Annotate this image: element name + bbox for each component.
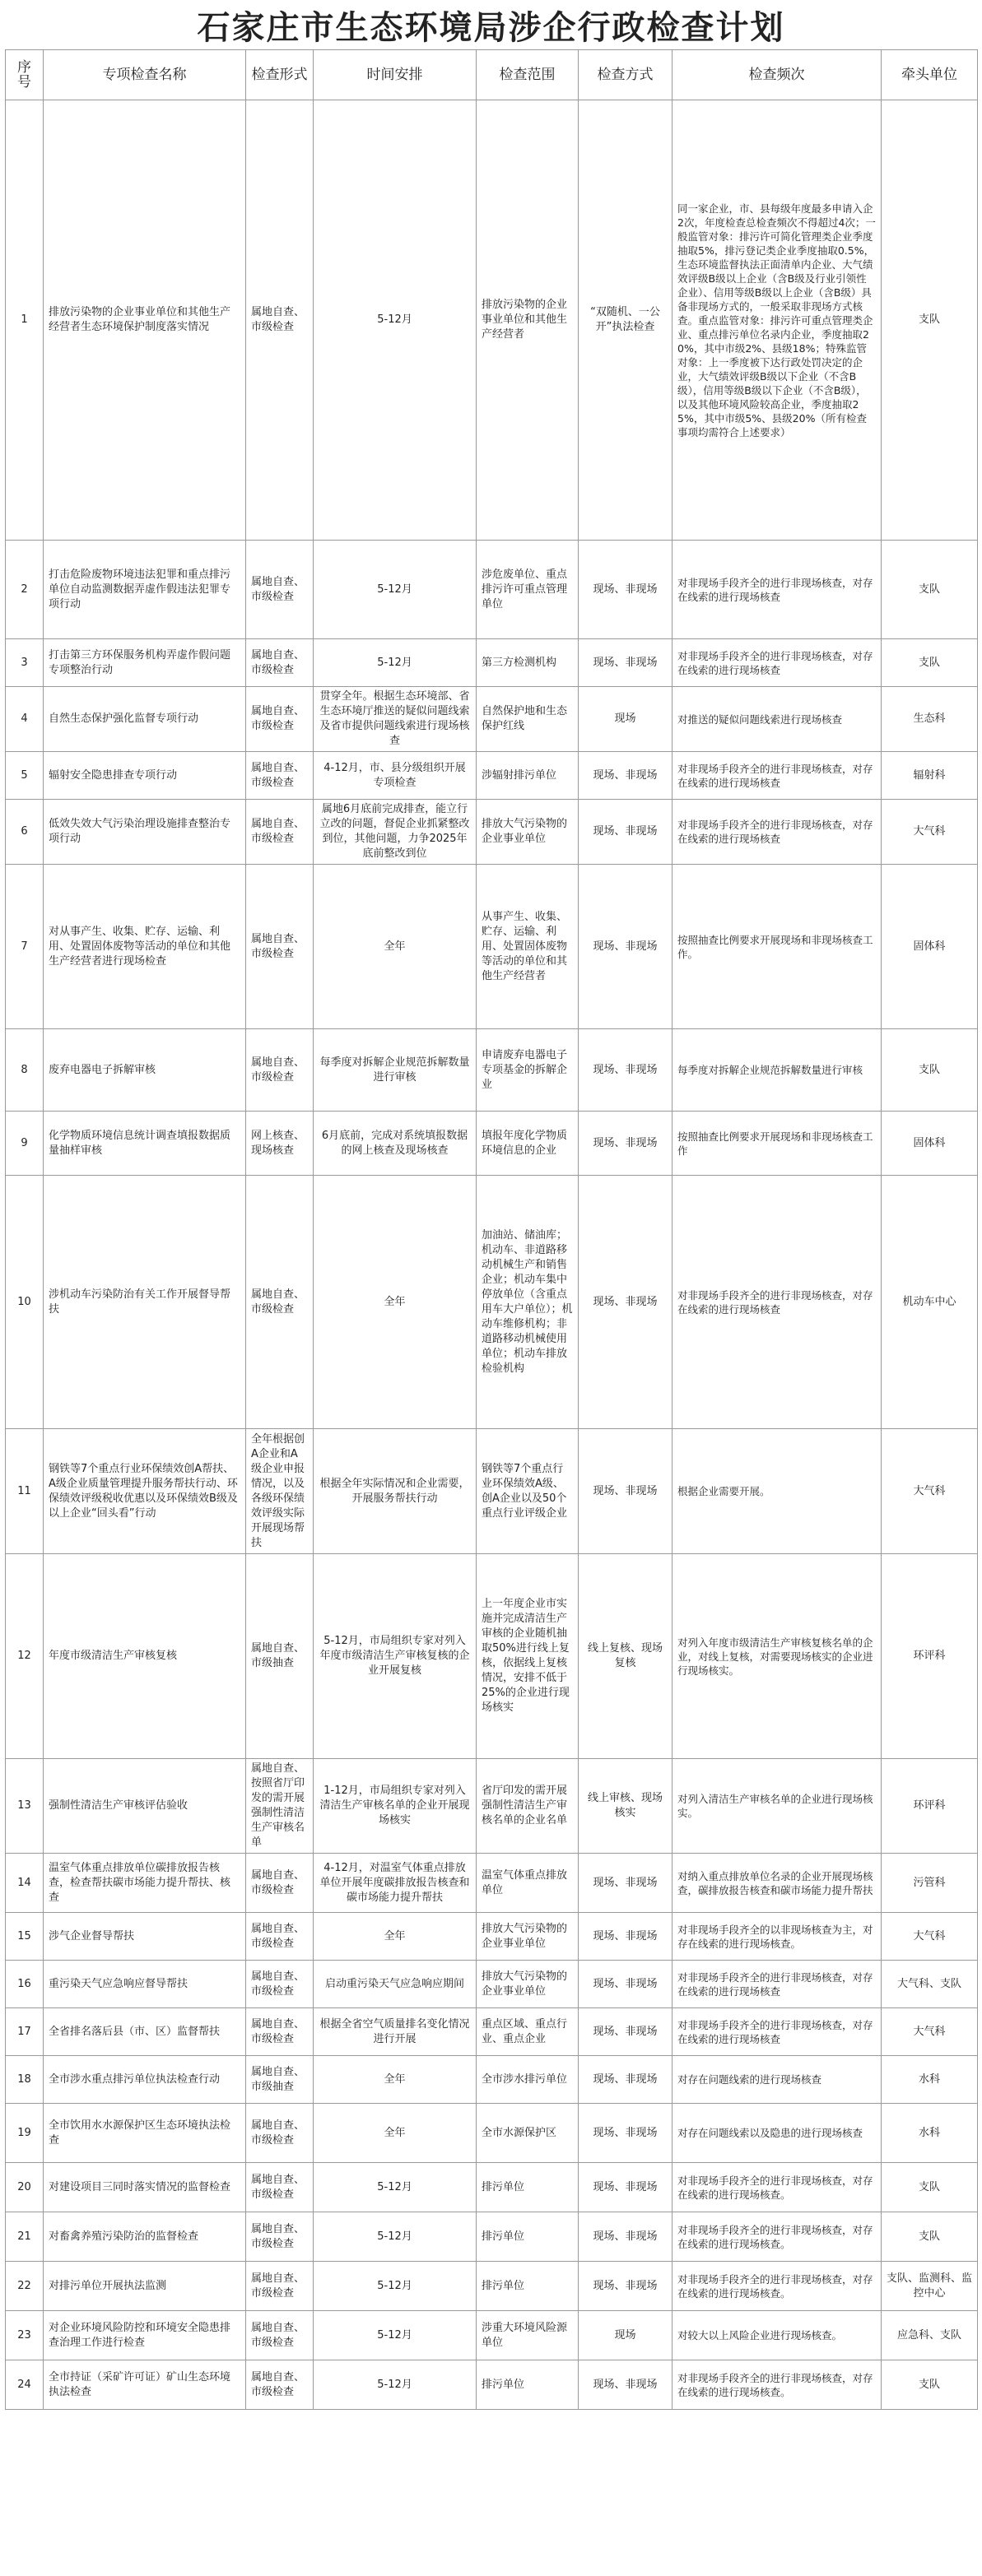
cell-inspection-form: 属地自查、市级检查 [246,2360,314,2410]
cell-time-schedule: 启动重污染天气应急响应期间 [314,1961,477,2008]
cell-no: 10 [6,1176,44,1429]
cell-inspection-frequency: 对推送的疑似问题线索进行现场核查 [673,687,882,752]
cell-inspection-name: 打击危险废物环境违法犯罪和重点排污单位自动监测数据弄虚作假违法犯罪专项行动 [44,541,246,639]
table-row [6,1176,978,1429]
cell-inspection-method: 现场、非现场 [579,2212,673,2262]
cell-inspection-form: 属地自查、市级检查 [246,2262,314,2311]
cell-time-schedule: 全年 [314,1176,477,1429]
cell-lead-unit: 污管科 [882,1854,978,1913]
cell-no: 3 [6,639,44,687]
cell-inspection-frequency: 对较大以上风险企业进行现场核查。 [673,2311,882,2360]
table-header-row [6,50,978,100]
cell-no: 11 [6,1429,44,1554]
table-row [6,2104,978,2163]
cell-no: 6 [6,800,44,865]
cell-lead-unit: 机动车中心 [882,1176,978,1429]
cell-lead-unit: 支队 [882,541,978,639]
table-row [6,752,978,800]
cell-inspection-method: 现场、非现场 [579,1913,673,1961]
cell-time-schedule: 根据全省空气质量排名变化情况进行开展 [314,2008,477,2056]
cell-inspection-form: 属地自查、市级检查 [246,752,314,800]
cell-time-schedule: 5-12月 [314,2212,477,2262]
cell-no: 4 [6,687,44,752]
cell-inspection-frequency: 对列入年度市级清洁生产审核复核名单的企业，对线上复核，对需要现场核实的企业进行现场核实。 [673,1554,882,1759]
cell-inspection-scope: 排污单位 [477,2163,579,2212]
cell-inspection-method: 现场、非现场 [579,1854,673,1913]
cell-lead-unit: 水科 [882,2056,978,2104]
cell-inspection-name: 辐射安全隐患排查专项行动 [44,752,246,800]
cell-time-schedule: 5-12月 [314,2262,477,2311]
cell-inspection-frequency: 对非现场手段齐全的进行非现场核查，对存在线索的进行现场核查 [673,541,882,639]
cell-inspection-frequency: 对非现场手段齐全的进行非现场核查，对存在线索的进行现场核查。 [673,2262,882,2311]
cell-lead-unit: 生态科 [882,687,978,752]
cell-inspection-name: 涉机动车污染防治有关工作开展督导帮扶 [44,1176,246,1429]
cell-time-schedule: 5-12月 [314,541,477,639]
cell-inspection-frequency: 对存在问题线索的进行现场核查 [673,2056,882,2104]
cell-inspection-frequency: 按照抽查比例要求开展现场和非现场核查工作。 [673,865,882,1029]
cell-time-schedule: 根据全年实际情况和企业需要，开展服务帮扶行动 [314,1429,477,1554]
cell-inspection-form: 属地自查、市级抽查 [246,1554,314,1759]
cell-inspection-form: 属地自查、市级检查 [246,1029,314,1112]
cell-no: 16 [6,1961,44,2008]
cell-inspection-scope: 自然保护地和生态保护红线 [477,687,579,752]
cell-inspection-frequency: 根据企业需要开展。 [673,1429,882,1554]
cell-inspection-name: 温室气体重点排放单位碳排放报告核查，检查帮扶碳市场能力提升帮扶、核查 [44,1854,246,1913]
table-row [6,800,978,865]
cell-inspection-method: 现场、非现场 [579,752,673,800]
cell-inspection-frequency: 对非现场手段齐全的进行非现场核查，对存在线索的进行现场核查。 [673,2163,882,2212]
cell-no: 12 [6,1554,44,1759]
cell-inspection-form: 属地自查、市级检查 [246,1854,314,1913]
cell-inspection-name: 自然生态保护强化监督专项行动 [44,687,246,752]
table-row [6,865,978,1029]
document-title: 石家庄市生态环境局涉企行政检查计划 [197,7,785,47]
column-header-lead: 牵头单位 [882,50,978,100]
cell-no: 19 [6,2104,44,2163]
cell-inspection-method: 现场、非现场 [579,1961,673,2008]
cell-time-schedule: 5-12月，市局组织专家对列入年度市级清洁生产审核复核的企业开展复核 [314,1554,477,1759]
cell-inspection-scope: 涉辐射排污单位 [477,752,579,800]
cell-inspection-form: 属地自查、市级抽查 [246,2056,314,2104]
cell-inspection-form: 属地自查、市级检查 [246,687,314,752]
inspection-plan-table [5,49,978,2410]
cell-inspection-method: 现场、非现场 [579,2360,673,2410]
column-header-no: 序号 [6,50,44,100]
cell-no: 20 [6,2163,44,2212]
cell-inspection-form: 属地自查、按照省厅印发的需开展强制性清洁生产审核名单 [246,1759,314,1854]
cell-inspection-form: 属地自查、市级检查 [246,2311,314,2360]
cell-inspection-name: 全市涉水重点排污单位执法检查行动 [44,2056,246,2104]
cell-inspection-name: 对从事产生、收集、贮存、运输、利用、处置固体废物等活动的单位和其他生产经营者进行现场检查 [44,865,246,1029]
cell-inspection-form: 属地自查、市级检查 [246,2104,314,2163]
table-row [6,2008,978,2056]
cell-inspection-scope: 涉重大环境风险源单位 [477,2311,579,2360]
cell-inspection-method: 现场、非现场 [579,1112,673,1176]
column-header-method: 检查方式 [579,50,673,100]
cell-inspection-form: 属地自查、市级检查 [246,1176,314,1429]
cell-lead-unit: 辐射科 [882,752,978,800]
cell-time-schedule: 5-12月 [314,2163,477,2212]
cell-inspection-name: 全市持证（采矿许可证）矿山生态环境执法检查 [44,2360,246,2410]
cell-inspection-form: 属地自查、市级检查 [246,1961,314,2008]
cell-inspection-name: 年度市级清洁生产审核复核 [44,1554,246,1759]
cell-inspection-form: 属地自查、市级检查 [246,2163,314,2212]
cell-inspection-scope: 排污单位 [477,2262,579,2311]
cell-lead-unit: 大气科 [882,1429,978,1554]
cell-inspection-form: 网上核查、现场核查 [246,1112,314,1176]
cell-inspection-scope: 排污单位 [477,2212,579,2262]
cell-inspection-name: 对建设项目三同时落实情况的监督检查 [44,2163,246,2212]
cell-inspection-scope: 钢铁等7个重点行业环保绩效A级、创A企业以及50个重点行业评级企业 [477,1429,579,1554]
cell-inspection-frequency: 对非现场手段齐全的进行非现场核查，对存在线索的进行现场核查 [673,2008,882,2056]
cell-inspection-name: 排放污染物的企业事业单位和其他生产经营者生态环境保护制度落实情况 [44,100,246,541]
cell-inspection-frequency: 对纳入重点排放单位名录的企业开展现场核查，碳排放报告核查和碳市场能力提升帮扶 [673,1854,882,1913]
table-row [6,639,978,687]
table-row [6,1854,978,1913]
cell-time-schedule: 属地6月底前完成排查，能立行立改的问题，督促企业抓紧整改到位，其他问题，力争2025年底前整改到位 [314,800,477,865]
table-row [6,687,978,752]
cell-no: 15 [6,1913,44,1961]
cell-inspection-scope: 涉危废单位、重点排污许可重点管理单位 [477,541,579,639]
table-row [6,2163,978,2212]
cell-inspection-name: 重污染天气应急响应督导帮扶 [44,1961,246,2008]
cell-lead-unit: 固体科 [882,1112,978,1176]
cell-inspection-method: 现场 [579,687,673,752]
cell-inspection-scope: 上一年度企业市实施并完成清洁生产审核的企业随机抽取50%进行线上复核，依据线上复核情况，安排不低于25%的企业进行现场核实 [477,1554,579,1759]
cell-no: 22 [6,2262,44,2311]
cell-lead-unit: 固体科 [882,865,978,1029]
cell-no: 14 [6,1854,44,1913]
table-row [6,2360,978,2410]
cell-lead-unit: 水科 [882,2104,978,2163]
cell-lead-unit: 环评科 [882,1554,978,1759]
table-row [6,541,978,639]
cell-time-schedule: 5-12月 [314,2311,477,2360]
cell-inspection-method: 线上审核、现场核实 [579,1759,673,1854]
cell-time-schedule: 5-12月 [314,100,477,541]
cell-lead-unit: 大气科 [882,800,978,865]
cell-inspection-method: 现场、非现场 [579,2008,673,2056]
cell-time-schedule: 全年 [314,865,477,1029]
cell-time-schedule: 5-12月 [314,639,477,687]
cell-inspection-name: 对排污单位开展执法监测 [44,2262,246,2311]
column-header-form: 检查形式 [246,50,314,100]
cell-inspection-method: “双随机、一公开”执法检查 [579,100,673,541]
cell-lead-unit: 大气科、支队 [882,1961,978,2008]
cell-inspection-method: 现场、非现场 [579,541,673,639]
cell-inspection-scope: 排放大气污染物的企业事业单位 [477,1913,579,1961]
cell-inspection-form: 属地自查、市级检查 [246,2008,314,2056]
cell-inspection-frequency: 对非现场手段齐全的进行非现场核查，对存在线索的进行现场核查。 [673,2360,882,2410]
cell-lead-unit: 应急科、支队 [882,2311,978,2360]
cell-inspection-form: 属地自查、市级检查 [246,1913,314,1961]
cell-inspection-scope: 重点区域、重点行业、重点企业 [477,2008,579,2056]
cell-inspection-form: 属地自查、市级检查 [246,2212,314,2262]
cell-inspection-scope: 温室气体重点排放单位 [477,1854,579,1913]
cell-inspection-method: 现场、非现场 [579,2056,673,2104]
column-header-scope: 检查范围 [477,50,579,100]
cell-inspection-frequency: 每季度对拆解企业规范拆解数量进行审核 [673,1029,882,1112]
cell-inspection-frequency: 对列入清洁生产审核名单的企业进行现场核实。 [673,1759,882,1854]
cell-inspection-frequency: 对非现场手段齐全的以非现场核查为主，对存在线索的进行现场核查。 [673,1913,882,1961]
table-row [6,1961,978,2008]
cell-inspection-frequency: 对非现场手段齐全的进行非现场核查，对存在线索的进行现场核查 [673,800,882,865]
cell-lead-unit: 支队 [882,2163,978,2212]
cell-inspection-scope: 第三方检测机构 [477,639,579,687]
cell-inspection-scope: 排放污染物的企业事业单位和其他生产经营者 [477,100,579,541]
cell-inspection-form: 属地自查、市级检查 [246,100,314,541]
cell-inspection-name: 全市饮用水水源保护区生态环境执法检查 [44,2104,246,2163]
table-row [6,1429,978,1554]
cell-inspection-method: 现场、非现场 [579,1029,673,1112]
table-row [6,100,978,541]
cell-inspection-name: 低效失效大气污染治理设施排查整治专项行动 [44,800,246,865]
cell-inspection-scope: 省厅印发的需开展强制性清洁生产审核名单的企业名单 [477,1759,579,1854]
cell-no: 8 [6,1029,44,1112]
cell-time-schedule: 每季度对拆解企业规范拆解数量进行审核 [314,1029,477,1112]
cell-time-schedule: 贯穿全年。根据生态环境部、省生态环境厅推送的疑似问题线索及省市提供问题线索进行现场核查 [314,687,477,752]
cell-inspection-frequency: 对非现场手段齐全的进行非现场核查，对存在线索的进行现场核查。 [673,2212,882,2262]
cell-inspection-scope: 全市水源保护区 [477,2104,579,2163]
cell-time-schedule: 全年 [314,2056,477,2104]
cell-lead-unit: 支队 [882,2360,978,2410]
cell-inspection-method: 现场、非现场 [579,2163,673,2212]
cell-inspection-name: 强制性清洁生产审核评估验收 [44,1759,246,1854]
cell-lead-unit: 支队 [882,1029,978,1112]
cell-time-schedule: 1-12月，市局组织专家对列入清洁生产审核名单的企业开展现场核实 [314,1759,477,1854]
cell-inspection-form: 全年根据创A企业和A级企业申报情况，以及各级环保绩效评级实际开展现场帮扶 [246,1429,314,1554]
cell-lead-unit: 大气科 [882,1913,978,1961]
cell-inspection-name: 化学物质环境信息统计调查填报数据质量抽样审核 [44,1112,246,1176]
cell-inspection-method: 现场、非现场 [579,1429,673,1554]
cell-inspection-scope: 排污单位 [477,2360,579,2410]
cell-lead-unit: 支队 [882,2212,978,2262]
cell-lead-unit: 支队、监测科、监控中心 [882,2262,978,2311]
table-row [6,1759,978,1854]
cell-inspection-scope: 加油站、储油库；机动车、非道路移动机械生产和销售企业；机动车集中停放单位（含重点用车大户单位）；机动车维修机构；非道路移动机械使用单位；机动车排放检验机构 [477,1176,579,1429]
cell-inspection-scope: 排放大气污染物的企业事业单位 [477,800,579,865]
cell-no: 1 [6,100,44,541]
cell-inspection-scope: 排放大气污染物的企业事业单位 [477,1961,579,2008]
cell-no: 17 [6,2008,44,2056]
cell-no: 7 [6,865,44,1029]
cell-inspection-method: 线上复核、现场复核 [579,1554,673,1759]
cell-inspection-form: 属地自查、市级检查 [246,639,314,687]
table-row [6,1554,978,1759]
cell-inspection-name: 钢铁等7个重点行业环保绩效创A帮扶、A级企业质量管理提升服务帮扶行动、环保绩效评级税收优惠以及环保绩效B级及以上企业“回头看”行动 [44,1429,246,1554]
cell-no: 23 [6,2311,44,2360]
cell-inspection-name: 废弃电器电子拆解审核 [44,1029,246,1112]
cell-inspection-frequency: 对非现场手段齐全的进行非现场核查，对存在线索的进行现场核查 [673,1961,882,2008]
cell-inspection-method: 现场 [579,2311,673,2360]
column-header-time: 时间安排 [314,50,477,100]
cell-lead-unit: 环评科 [882,1759,978,1854]
table-row [6,2262,978,2311]
cell-no: 13 [6,1759,44,1854]
cell-time-schedule: 全年 [314,2104,477,2163]
cell-inspection-form: 属地自查、市级检查 [246,541,314,639]
cell-inspection-name: 对畜禽养殖污染防治的监督检查 [44,2212,246,2262]
cell-no: 5 [6,752,44,800]
cell-inspection-frequency: 对非现场手段齐全的进行非现场核查，对存在线索的进行现场核查 [673,1176,882,1429]
cell-inspection-frequency: 对存在问题线索以及隐患的进行现场核查 [673,2104,882,2163]
column-header-name: 专项检查名称 [44,50,246,100]
cell-inspection-name: 打击第三方环保服务机构弄虚作假问题专项整治行动 [44,639,246,687]
column-header-frequency: 检查频次 [673,50,882,100]
cell-lead-unit: 支队 [882,639,978,687]
cell-inspection-name: 全省排名落后县（市、区）监督帮扶 [44,2008,246,2056]
cell-time-schedule: 4-12月，对温室气体重点排放单位开展年度碳排放报告核查和碳市场能力提升帮扶 [314,1854,477,1913]
cell-no: 24 [6,2360,44,2410]
table-row [6,1112,978,1176]
cell-lead-unit: 大气科 [882,2008,978,2056]
cell-inspection-method: 现场、非现场 [579,1176,673,1429]
cell-inspection-name: 对企业环境风险防控和环境安全隐患排查治理工作进行检查 [44,2311,246,2360]
cell-inspection-scope: 申请废弃电器电子专项基金的拆解企业 [477,1029,579,1112]
cell-lead-unit: 支队 [882,100,978,541]
cell-inspection-scope: 填报年度化学物质环境信息的企业 [477,1112,579,1176]
cell-time-schedule: 5-12月 [314,2360,477,2410]
cell-inspection-name: 涉气企业督导帮扶 [44,1913,246,1961]
table-row [6,2212,978,2262]
cell-no: 18 [6,2056,44,2104]
table-row [6,1913,978,1961]
cell-no: 9 [6,1112,44,1176]
cell-inspection-method: 现场、非现场 [579,639,673,687]
table-row [6,2311,978,2360]
cell-time-schedule: 全年 [314,1913,477,1961]
cell-no: 2 [6,541,44,639]
cell-inspection-method: 现场、非现场 [579,2262,673,2311]
cell-inspection-method: 现场、非现场 [579,800,673,865]
cell-inspection-frequency: 对非现场手段齐全的进行非现场核查，对存在线索的进行现场核查 [673,639,882,687]
cell-time-schedule: 6月底前，完成对系统填报数据的网上核查及现场核查 [314,1112,477,1176]
cell-inspection-frequency: 按照抽查比例要求开展现场和非现场核查工作 [673,1112,882,1176]
cell-inspection-frequency: 对非现场手段齐全的进行非现场核查，对存在线索的进行现场核查 [673,752,882,800]
cell-no: 21 [6,2212,44,2262]
cell-inspection-frequency: 同一家企业，市、县每级年度最多申请入企2次，年度检查总检查频次不得超过4次；一般监管对象：排污许可简化管理类企业季度抽取5%，排污登记类企业季度抽取0.5%，生态环境监督执法正面清单内企业、大气绩效评级B级以上企业（含B级及行业引领性企业）、信用等级B级以上企业（含B级）具备非现场方式的，一般采取非现场方式核查。重点监管对象：排污许可重点管理类企业、重点排污单位名录内企业，季度抽取20%，其中市级2%、县级18%；特殊监管对象：上一季度被下达行政处罚决定的企业，大气绩效评级B级以下企业（不含B级），信用等级B级以下企业（不含B级），以及其他环境风险较高企业，季度抽取25%，其中市级5%、县级20%（所有检查事项均需符合上述要求） [673,100,882,541]
table-row [6,1029,978,1112]
cell-inspection-scope: 全市涉水排污单位 [477,2056,579,2104]
cell-time-schedule: 4-12月，市、县分级组织开展专项检查 [314,752,477,800]
cell-inspection-form: 属地自查、市级检查 [246,800,314,865]
table-row [6,2056,978,2104]
cell-inspection-method: 现场、非现场 [579,865,673,1029]
cell-inspection-scope: 从事产生、收集、贮存、运输、利用、处置固体废物等活动的单位和其他生产经营者 [477,865,579,1029]
cell-inspection-method: 现场、非现场 [579,2104,673,2163]
cell-inspection-form: 属地自查、市级检查 [246,865,314,1029]
